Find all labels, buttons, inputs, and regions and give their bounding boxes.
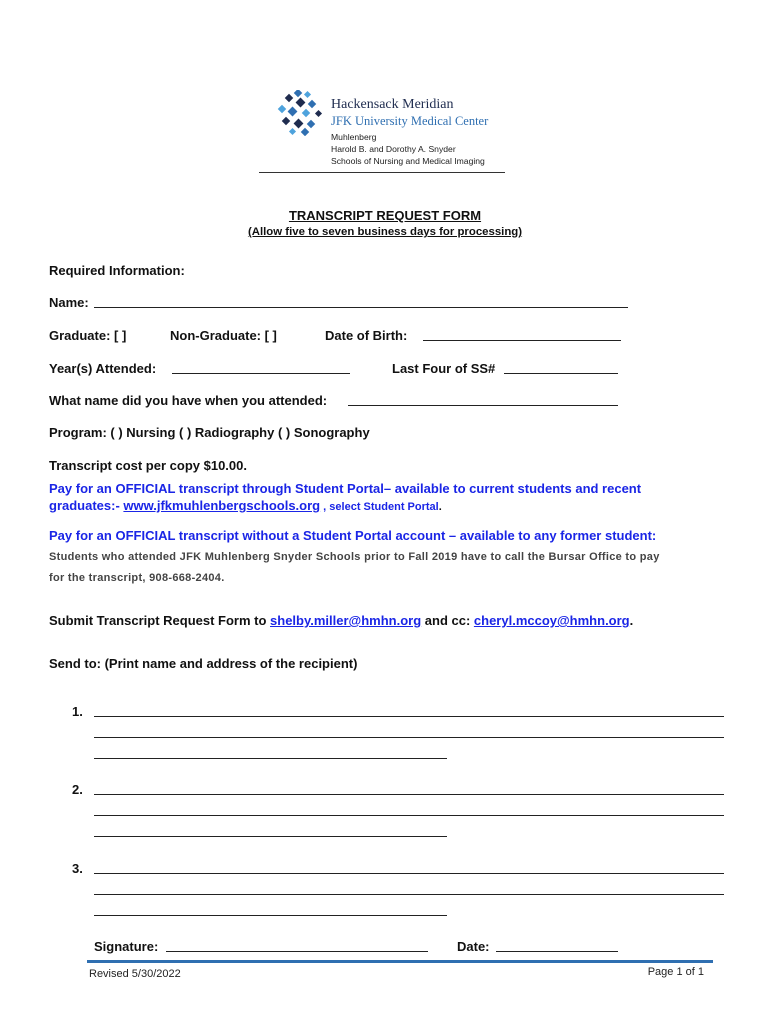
name-when-attended-label: What name did you have when you attended: xyxy=(49,393,328,408)
recipient-2-line-2[interactable] xyxy=(94,815,724,816)
graduate-checkbox[interactable]: Graduate: [ ] xyxy=(49,328,127,343)
dob-field[interactable] xyxy=(423,340,621,341)
portal-info-line-2 xyxy=(49,498,442,513)
date-label: Date: xyxy=(457,939,490,954)
name-field[interactable] xyxy=(94,307,628,308)
required-info-heading: Required Information: xyxy=(49,263,185,278)
school-line-1: Muhlenberg xyxy=(331,132,377,142)
form-subtitle: (Allow five to seven business days for processing) xyxy=(247,226,523,238)
recipient-3-line-1[interactable] xyxy=(94,873,724,874)
bursar-line-1: Students who attended JFK Muhlenberg Snyder Schools prior to Fall 2019 have to call the Bursar Office to pay xyxy=(49,551,660,563)
dob-label: Date of Birth: xyxy=(325,328,408,343)
date-field[interactable] xyxy=(496,951,618,952)
program-options[interactable]: Program: ( ) Nursing ( ) Radiography ( ) Sonography xyxy=(49,425,370,440)
ssn-field[interactable] xyxy=(504,373,618,374)
recipient-1-line-3[interactable] xyxy=(94,758,447,759)
bursar-line-2: for the transcript, 908-668-2404. xyxy=(49,572,225,584)
name-when-attended-field[interactable] xyxy=(348,405,618,406)
recipient-number-2: 2. xyxy=(72,782,83,797)
signature-field[interactable] xyxy=(166,951,428,952)
name-label: Name: xyxy=(49,295,89,310)
non-graduate-checkbox[interactable]: Non-Graduate: [ ] xyxy=(170,328,277,343)
footer-divider xyxy=(87,960,713,963)
submit-prefix: Submit Transcript Request Form to xyxy=(49,613,271,628)
school-line-3: Schools of Nursing and Medical Imaging xyxy=(331,156,485,166)
years-attended-field[interactable] xyxy=(172,373,350,374)
revised-date: Revised 5/30/2022 xyxy=(89,968,181,980)
send-to-heading: Send to: (Print name and address of the recipient) xyxy=(49,656,358,671)
recipient-2-line-1[interactable] xyxy=(94,794,724,795)
no-portal-heading: Pay for an OFFICIAL transcript without a Student Portal account – available to any former student: xyxy=(49,528,657,543)
form-title: TRANSCRIPT REQUEST FORM xyxy=(288,208,482,223)
hackensack-meridian-logo-icon xyxy=(277,90,325,136)
header-divider xyxy=(259,172,505,173)
years-attended-label: Year(s) Attended: xyxy=(49,361,157,376)
cc-email-link[interactable]: cheryl.mccoy@hmhn.org xyxy=(473,613,630,628)
submit-instructions xyxy=(49,613,633,628)
ssn-label: Last Four of SS# xyxy=(392,361,496,376)
portal-link[interactable]: www.jfkmuhlenbergschools.org xyxy=(123,498,321,513)
submit-mid: and cc: xyxy=(421,613,474,628)
signature-label: Signature: xyxy=(94,939,159,954)
submit-suffix: . xyxy=(629,613,634,628)
recipient-number-3: 3. xyxy=(72,861,83,876)
portal-info-suffix: , select Student Portal xyxy=(320,501,439,513)
recipient-2-line-3[interactable] xyxy=(94,836,447,837)
portal-info-period: . xyxy=(438,501,442,513)
school-line-2: Harold B. and Dorothy A. Snyder xyxy=(331,144,456,154)
recipient-3-line-3[interactable] xyxy=(94,915,447,916)
recipient-number-1: 1. xyxy=(72,704,83,719)
portal-info-prefix: graduates:- xyxy=(49,498,124,513)
center-name: JFK University Medical Center xyxy=(331,114,489,128)
page-number: Page 1 of 1 xyxy=(647,966,704,978)
transcript-cost: Transcript cost per copy $10.00. xyxy=(49,458,247,473)
recipient-3-line-2[interactable] xyxy=(94,894,724,895)
recipient-1-line-2[interactable] xyxy=(94,737,724,738)
portal-info-line-1: Pay for an OFFICIAL transcript through Student Portal– available to current students and recent xyxy=(49,481,642,496)
org-name: Hackensack Meridian xyxy=(331,97,454,112)
submit-email-link[interactable]: shelby.miller@hmhn.org xyxy=(270,613,422,628)
recipient-1-line-1[interactable] xyxy=(94,716,724,717)
